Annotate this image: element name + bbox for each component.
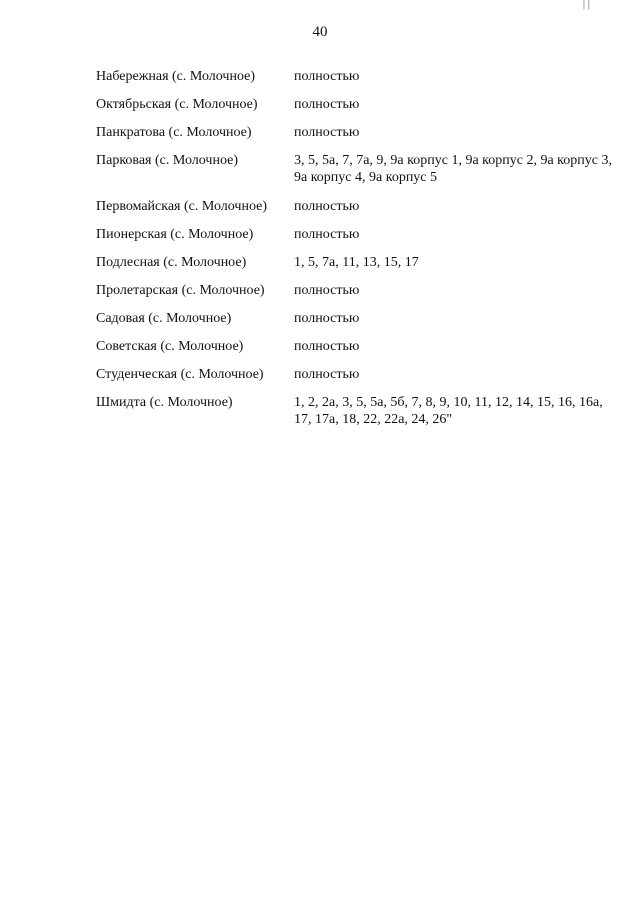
street-name: Садовая (с. Молочное)	[96, 311, 232, 326]
street-name: Октябрьская (с. Молочное)	[96, 97, 258, 112]
house-numbers: 1, 2, 2а, 3, 5, 5а, 5б, 7, 8, 9, 10, 11, 12, 14, 15, 16, 16а, 17, 17а, 18, 22, 22а, 24, 26"	[294, 395, 603, 427]
house-numbers: полностью	[294, 367, 360, 382]
house-numbers: 1, 5, 7а, 11, 13, 15, 17	[294, 255, 419, 270]
table-row	[96, 366, 626, 394]
page-number: 40	[312, 24, 328, 40]
street-name: Пролетарская (с. Молочное)	[96, 283, 265, 298]
table-row	[96, 124, 626, 152]
table-row	[96, 254, 626, 282]
street-name: Панкратова (с. Молочное)	[96, 125, 252, 140]
house-numbers: полностью	[294, 227, 360, 242]
house-numbers: полностью	[294, 339, 360, 354]
house-numbers: полностью	[294, 311, 360, 326]
street-table	[96, 68, 626, 440]
street-name: Подлесная (с. Молочное)	[96, 255, 247, 270]
table-row	[96, 226, 626, 254]
house-numbers: полностью	[294, 97, 360, 112]
table-row	[96, 152, 626, 198]
street-name: Шмидта (с. Молочное)	[96, 395, 233, 410]
street-name: Студенческая (с. Молочное)	[96, 367, 264, 382]
street-name: Первомайская (с. Молочное)	[96, 199, 267, 214]
house-numbers: 3, 5, 5а, 7, 7а, 9, 9а корпус 1, 9а корпус 2, 9а корпус 3, 9а корпус 4, 9а корпус 5	[294, 153, 612, 185]
table-row	[96, 394, 626, 440]
table-row	[96, 338, 626, 366]
street-name: Пионерская (с. Молочное)	[96, 227, 254, 242]
table-row	[96, 310, 626, 338]
house-numbers: полностью	[294, 125, 360, 140]
table-row	[96, 198, 626, 226]
corner-mark: | |	[582, 0, 590, 10]
table-row	[96, 68, 626, 96]
table-row	[96, 282, 626, 310]
table-row	[96, 96, 626, 124]
street-name: Набережная (с. Молочное)	[96, 69, 256, 84]
street-name: Парковая (с. Молочное)	[96, 153, 238, 168]
street-name: Советская (с. Молочное)	[96, 339, 244, 354]
house-numbers: полностью	[294, 283, 360, 298]
house-numbers: полностью	[294, 199, 360, 214]
house-numbers: полностью	[294, 69, 360, 84]
